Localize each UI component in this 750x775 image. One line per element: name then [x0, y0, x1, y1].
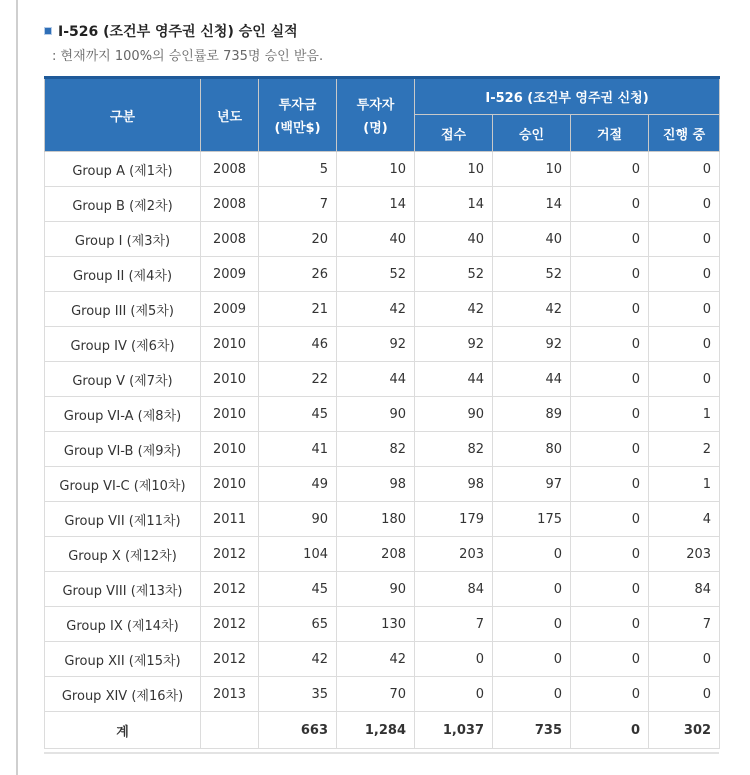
header-pending: 진행 중	[649, 115, 720, 152]
row-received: 52	[415, 257, 493, 292]
row-approved: 80	[493, 432, 571, 467]
row-year: 2008	[201, 222, 259, 257]
header-received: 접수	[415, 115, 493, 152]
table-row	[45, 432, 720, 467]
row-pending: 84	[649, 572, 720, 607]
row-pending: 1	[649, 467, 720, 502]
row-pending: 0	[649, 292, 720, 327]
row-approved: 44	[493, 362, 571, 397]
row-investment: 41	[259, 432, 337, 467]
section-subtitle: : 현재까지 100%의 승인률로 735명 승인 받음.	[52, 49, 324, 64]
row-investment: 7	[259, 187, 337, 222]
row-group: Group II (제4차)	[45, 257, 201, 292]
row-approved: 97	[493, 467, 571, 502]
table-row	[45, 397, 720, 432]
total-received: 1,037	[415, 712, 493, 749]
row-investors: 14	[337, 187, 415, 222]
row-investors: 90	[337, 397, 415, 432]
row-pending: 0	[649, 677, 720, 712]
row-investment: 5	[259, 152, 337, 187]
row-investment: 46	[259, 327, 337, 362]
table-row	[45, 467, 720, 502]
row-year: 2012	[201, 572, 259, 607]
row-investors: 208	[337, 537, 415, 572]
row-received: 44	[415, 362, 493, 397]
row-denied: 0	[571, 327, 649, 362]
row-denied: 0	[571, 572, 649, 607]
row-received: 0	[415, 677, 493, 712]
row-investment: 90	[259, 502, 337, 537]
square-bullet-icon	[44, 27, 52, 35]
table-row	[45, 607, 720, 642]
row-denied: 0	[571, 397, 649, 432]
row-year: 2009	[201, 292, 259, 327]
row-year: 2012	[201, 642, 259, 677]
row-received: 90	[415, 397, 493, 432]
row-investment: 22	[259, 362, 337, 397]
row-group: Group VI-A (제8차)	[45, 397, 201, 432]
row-approved: 0	[493, 607, 571, 642]
row-received: 82	[415, 432, 493, 467]
row-pending: 4	[649, 502, 720, 537]
row-group: Group XII (제15차)	[45, 642, 201, 677]
row-pending: 1	[649, 397, 720, 432]
total-approved: 735	[493, 712, 571, 749]
table-row	[45, 502, 720, 537]
row-group: Group A (제1차)	[45, 152, 201, 187]
row-group: Group VI-B (제9차)	[45, 432, 201, 467]
table-row	[45, 257, 720, 292]
row-group: Group XIV (제16차)	[45, 677, 201, 712]
row-pending: 0	[649, 222, 720, 257]
row-approved: 92	[493, 327, 571, 362]
row-year: 2008	[201, 152, 259, 187]
table-row	[45, 292, 720, 327]
row-group: Group I (제3차)	[45, 222, 201, 257]
table-row	[45, 362, 720, 397]
row-pending: 0	[649, 187, 720, 222]
row-received: 42	[415, 292, 493, 327]
row-received: 14	[415, 187, 493, 222]
row-approved: 10	[493, 152, 571, 187]
row-received: 40	[415, 222, 493, 257]
row-pending: 203	[649, 537, 720, 572]
row-investment: 49	[259, 467, 337, 502]
approval-table	[44, 76, 720, 749]
row-pending: 2	[649, 432, 720, 467]
row-investors: 130	[337, 607, 415, 642]
row-investors: 40	[337, 222, 415, 257]
row-approved: 175	[493, 502, 571, 537]
total-denied: 0	[571, 712, 649, 749]
row-year: 2010	[201, 432, 259, 467]
row-denied: 0	[571, 362, 649, 397]
row-approved: 0	[493, 572, 571, 607]
header-group: 구분	[45, 78, 201, 152]
row-group: Group VI-C (제10차)	[45, 467, 201, 502]
row-received: 0	[415, 642, 493, 677]
table-row	[45, 677, 720, 712]
row-investment: 20	[259, 222, 337, 257]
row-pending: 0	[649, 327, 720, 362]
row-approved: 0	[493, 677, 571, 712]
section-heading	[44, 20, 298, 42]
row-received: 179	[415, 502, 493, 537]
row-investors: 82	[337, 432, 415, 467]
row-approved: 52	[493, 257, 571, 292]
row-investors: 70	[337, 677, 415, 712]
row-denied: 0	[571, 537, 649, 572]
row-denied: 0	[571, 502, 649, 537]
row-investors: 44	[337, 362, 415, 397]
row-group: Group VIII (제13차)	[45, 572, 201, 607]
row-investment: 42	[259, 642, 337, 677]
header-i526: I-526 (조건부 영주권 신청)	[415, 78, 720, 115]
header-investment-line1: 투자금	[278, 98, 317, 113]
header-approved: 승인	[493, 115, 571, 152]
row-investment: 104	[259, 537, 337, 572]
row-group: Group IX (제14차)	[45, 607, 201, 642]
row-denied: 0	[571, 152, 649, 187]
row-year: 2012	[201, 607, 259, 642]
row-denied: 0	[571, 292, 649, 327]
total-row	[45, 712, 720, 749]
row-investors: 98	[337, 467, 415, 502]
row-approved: 0	[493, 537, 571, 572]
row-investment: 26	[259, 257, 337, 292]
row-year: 2013	[201, 677, 259, 712]
total-investment: 663	[259, 712, 337, 749]
row-approved: 0	[493, 642, 571, 677]
table-body	[45, 152, 720, 749]
row-investment: 45	[259, 572, 337, 607]
header-denied: 거절	[571, 115, 649, 152]
total-year	[201, 712, 259, 749]
table-row	[45, 187, 720, 222]
header-investment-line2: (백만$)	[274, 121, 321, 136]
row-pending: 0	[649, 257, 720, 292]
total-pending: 302	[649, 712, 720, 749]
row-received: 10	[415, 152, 493, 187]
row-investors: 90	[337, 572, 415, 607]
row-received: 7	[415, 607, 493, 642]
row-investment: 45	[259, 397, 337, 432]
row-year: 2010	[201, 467, 259, 502]
header-investment	[259, 78, 337, 152]
row-year: 2010	[201, 362, 259, 397]
row-approved: 40	[493, 222, 571, 257]
row-denied: 0	[571, 187, 649, 222]
row-denied: 0	[571, 642, 649, 677]
row-approved: 89	[493, 397, 571, 432]
row-group: Group IV (제6차)	[45, 327, 201, 362]
row-year: 2010	[201, 327, 259, 362]
header-investors-line1: 투자자	[356, 98, 395, 113]
row-pending: 0	[649, 642, 720, 677]
row-denied: 0	[571, 222, 649, 257]
section-title: I-526 (조건부 영주권 신청) 승인 실적	[58, 24, 298, 40]
row-year: 2011	[201, 502, 259, 537]
row-investors: 52	[337, 257, 415, 292]
row-investment: 35	[259, 677, 337, 712]
row-pending: 7	[649, 607, 720, 642]
row-pending: 0	[649, 152, 720, 187]
row-denied: 0	[571, 257, 649, 292]
header-investors	[337, 78, 415, 152]
row-group: Group B (제2차)	[45, 187, 201, 222]
table-row	[45, 537, 720, 572]
row-year: 2012	[201, 537, 259, 572]
row-year: 2009	[201, 257, 259, 292]
row-group: Group VII (제11차)	[45, 502, 201, 537]
row-received: 98	[415, 467, 493, 502]
table-row	[45, 642, 720, 677]
page-left-border	[16, 0, 18, 775]
total-investors: 1,284	[337, 712, 415, 749]
row-investors: 10	[337, 152, 415, 187]
row-received: 84	[415, 572, 493, 607]
row-denied: 0	[571, 607, 649, 642]
row-group: Group V (제7차)	[45, 362, 201, 397]
table-row	[45, 572, 720, 607]
row-group: Group X (제12차)	[45, 537, 201, 572]
total-label: 계	[45, 712, 201, 749]
header-year: 년도	[201, 78, 259, 152]
row-group: Group III (제5차)	[45, 292, 201, 327]
row-approved: 14	[493, 187, 571, 222]
row-investors: 180	[337, 502, 415, 537]
table-row	[45, 327, 720, 362]
row-received: 92	[415, 327, 493, 362]
row-pending: 0	[649, 362, 720, 397]
table-bottom-divider	[44, 752, 719, 754]
row-investment: 65	[259, 607, 337, 642]
row-denied: 0	[571, 677, 649, 712]
row-investment: 21	[259, 292, 337, 327]
row-received: 203	[415, 537, 493, 572]
row-investors: 92	[337, 327, 415, 362]
row-investors: 42	[337, 292, 415, 327]
table-row	[45, 152, 720, 187]
header-investors-line2: (명)	[363, 121, 388, 136]
row-investors: 42	[337, 642, 415, 677]
row-denied: 0	[571, 432, 649, 467]
table-row	[45, 222, 720, 257]
row-denied: 0	[571, 467, 649, 502]
row-year: 2010	[201, 397, 259, 432]
row-year: 2008	[201, 187, 259, 222]
row-approved: 42	[493, 292, 571, 327]
